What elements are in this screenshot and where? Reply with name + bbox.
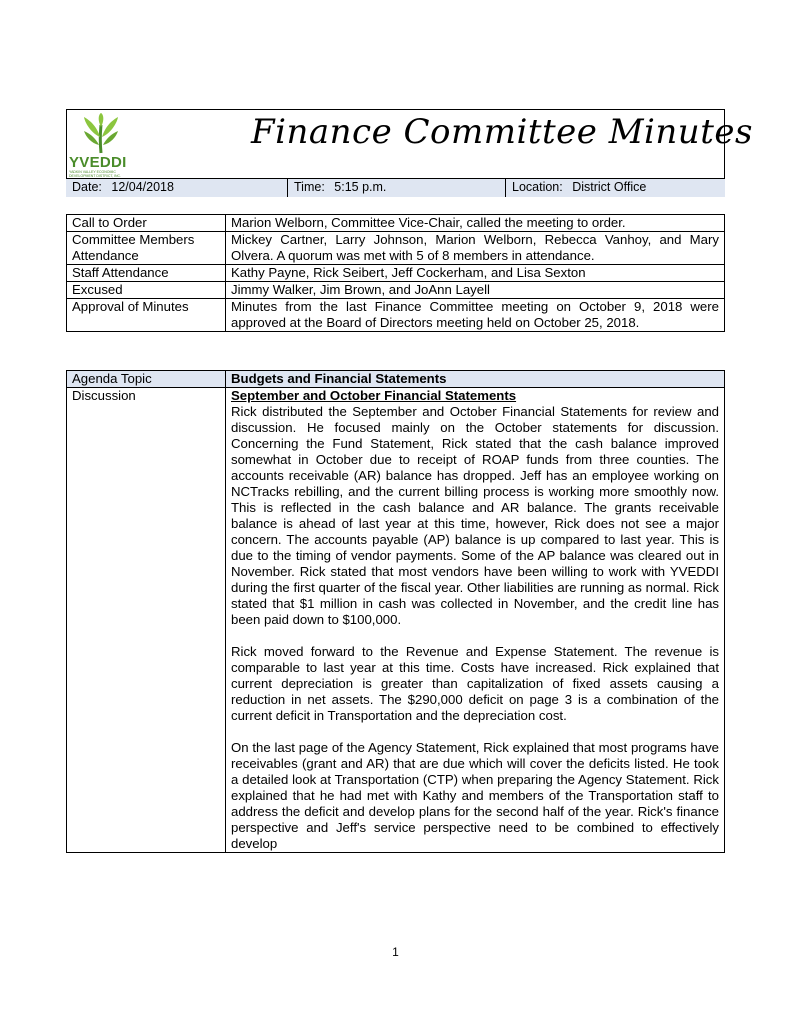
location-value: District Office [572, 180, 647, 194]
paragraph: On the last page of the Agency Statement, Rick explained that most programs have receivables (grant and AR) that are due which will cover the deficits listed. He took a detailed look at Transportation (CTP) when preparing the Agency Statement. Rick explained that he had met with Kathy and members of the Transportation staff to address the deficit and develop plans for the second half of the year. Rick's finance perspective and Jeff's service perspective need to be combined to effectively develop [231, 740, 719, 851]
agenda-header-row [67, 371, 725, 388]
row-label: Committee Members Attendance [67, 232, 226, 265]
paragraph: Rick moved forward to the Revenue and Expense Statement. The revenue is comparable to last year at this time. Costs have increased. Rick explained that current depreciation is greater than capitalization of fixed assets causing a reduction in net assets. The $290,000 deficit on page 3 is a combination of the current deficit in Transportation and the depreciation cost. [231, 644, 719, 723]
meeting-info-bar [66, 178, 725, 197]
logo-subtext: YADKIN VALLEY ECONOMIC DEVELOPMENT DISTRICT, INC. [69, 170, 122, 178]
row-value: Jimmy Walker, Jim Brown, and JoAnn Layell [226, 282, 725, 299]
table-row [67, 215, 725, 232]
section-subheading: September and October Financial Statements [231, 388, 517, 403]
page-title: Finance Committee Minutes [251, 112, 753, 152]
agenda-topic-value: Budgets and Financial Statements [226, 371, 725, 388]
agenda-topic-label: Agenda Topic [67, 371, 226, 388]
yveddi-logo [67, 110, 137, 178]
page-number: 1 [392, 945, 399, 959]
row-label: Staff Attendance [67, 265, 226, 282]
date-cell [66, 179, 288, 197]
row-value: Marion Welborn, Committee Vice-Chair, called the meeting to order. [226, 215, 725, 232]
attendance-table [66, 214, 725, 332]
row-label: Excused [67, 282, 226, 299]
location-label: Location: [512, 180, 563, 194]
discussion-row [67, 388, 725, 853]
table-row [67, 232, 725, 265]
header-box [66, 109, 753, 196]
row-value: Mickey Cartner, Larry Johnson, Marion Welborn, Rebecca Vanhoy, and Mary Olvera. A quorum was met with 5 of 8 members in attendance. [226, 232, 725, 265]
row-label: Call to Order [67, 215, 226, 232]
paragraph: Rick distributed the September and October Financial Statements for review and discussion. He focused mainly on the October statements for discussion. Concerning the Fund Statement, Rick stated that the cash balance improved somewhat in October due to receipt of ROAP funds from three counties. The accounts receivable (AR) balance has dropped. Jeff has an employee working on NCTracks rebilling, and the current billing process is working more smoothly now. This is reflected in the cash balance and AR balance. The grants receivable balance is ahead of last year at this time, however, Rick does not see a major concern. The accounts payable (AP) balance is up compared to last year. This is due to the timing of vendor payments. Some of the AP balance was cleared out in November. Rick stated that most vendors have been willing to work with YVEDDI during the first quarter of the fiscal year. Other liabilities are running as normal. Rick stated that $1 million in cash was collected in November, and the credit line has been paid down to $100,000. [231, 404, 719, 627]
row-value: Kathy Payne, Rick Seibert, Jeff Cockerham, and Lisa Sexton [226, 265, 725, 282]
row-value: Minutes from the last Finance Committee meeting on October 9, 2018 were approved at the Board of Directors meeting held on October 25, 2018. [226, 299, 725, 332]
date-value: 12/04/2018 [111, 180, 174, 194]
time-cell [288, 179, 506, 197]
logo-wordmark: YVEDDI [69, 154, 127, 171]
discussion-body [226, 388, 725, 853]
time-label: Time: [294, 180, 325, 194]
table-row [67, 282, 725, 299]
table-row [67, 265, 725, 282]
discussion-label: Discussion [67, 388, 226, 853]
location-cell [506, 179, 725, 197]
sprout-icon [81, 113, 121, 155]
agenda-table [66, 370, 725, 853]
date-label: Date: [72, 180, 102, 194]
table-row [67, 299, 725, 332]
row-label: Approval of Minutes [67, 299, 226, 332]
time-value: 5:15 p.m. [334, 180, 387, 194]
